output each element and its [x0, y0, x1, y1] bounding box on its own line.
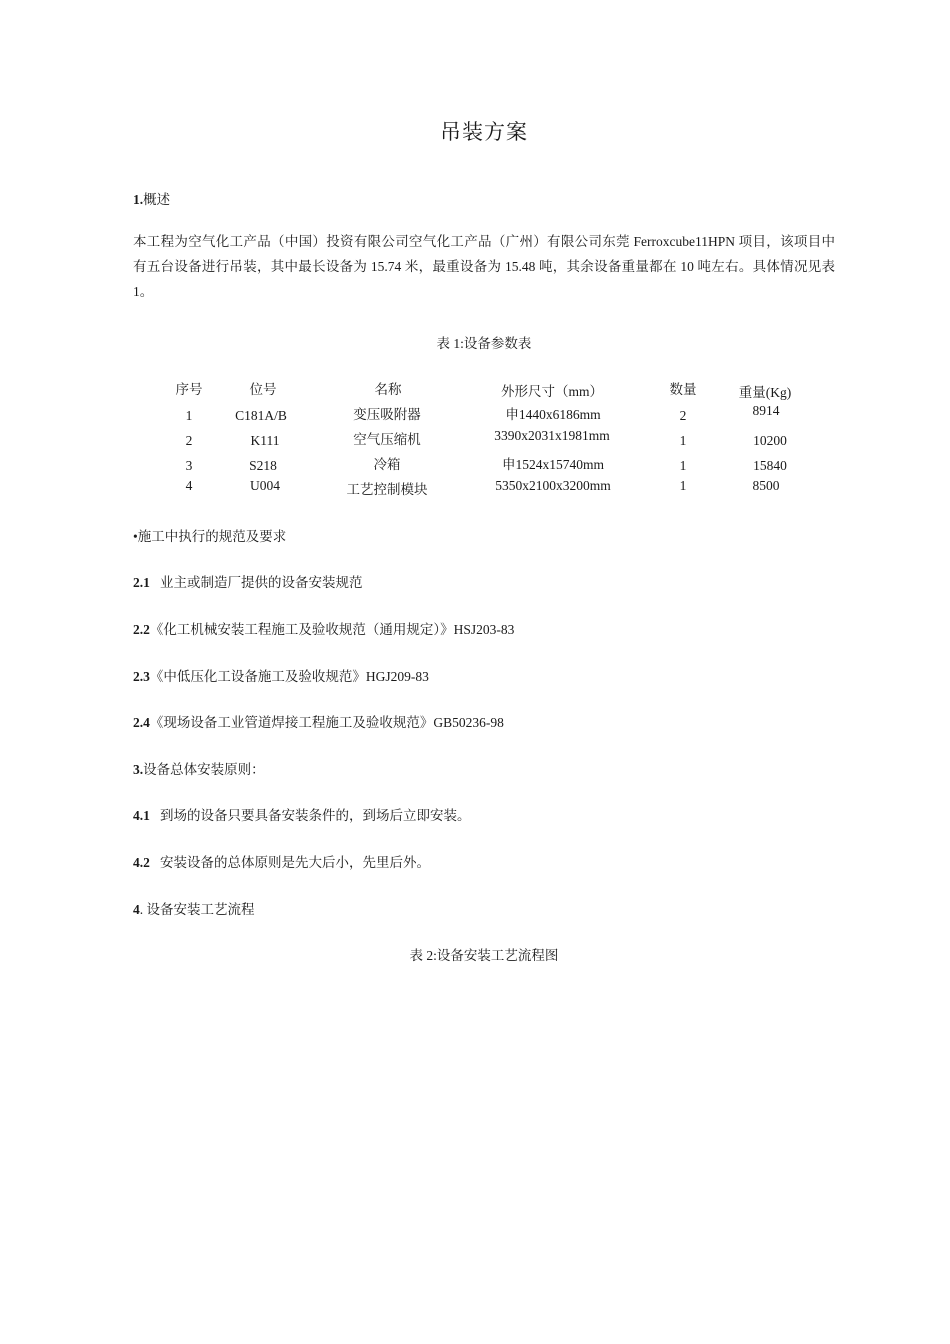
item-number: 2.4 [133, 715, 150, 730]
table-cell: 1 [185, 408, 193, 423]
table-cell: 3390x2031x1981mm [494, 428, 610, 443]
section-number: 1. [133, 192, 144, 207]
table-cell: U004 [250, 478, 280, 493]
table1-caption: 表 1:设备参数表 [436, 336, 532, 351]
section-label: . 设备安装工艺流程 [139, 902, 255, 917]
table-cell: 1 [679, 458, 687, 473]
table-cell: S218 [249, 458, 277, 473]
list-item [133, 711, 504, 731]
table-header: 重量(Kg) [738, 385, 792, 400]
section-label: 概述 [143, 192, 171, 207]
table-cell: 变压吸附器 [353, 407, 421, 422]
item-number: 4.2 [133, 855, 150, 870]
table-cell: 申1524x15740mm [501, 457, 605, 472]
section-heading-standards: •施工中执行的规范及要求 [133, 529, 287, 544]
table-cell: 10200 [753, 433, 787, 448]
list-item [133, 665, 429, 685]
item-text: 安装设备的总体原则是先大后小，先里后外。 [149, 855, 430, 870]
table-cell: 8500 [752, 478, 780, 493]
table-cell: 15840 [753, 458, 787, 473]
item-number: 4.1 [133, 808, 150, 823]
table-cell: 8914 [752, 403, 780, 418]
table-cell: 空气压缩机 [353, 432, 421, 447]
list-item [133, 618, 514, 638]
item-number: 2.2 [133, 622, 150, 637]
list-item [133, 851, 430, 871]
table-cell: 1 [679, 433, 687, 448]
table-header: 数量 [669, 382, 697, 397]
item-text: 《中低压化工设备施工及验收规范》HGJ209-83 [149, 669, 429, 684]
list-item [133, 804, 471, 824]
table-cell: 4 [185, 478, 193, 493]
item-text: 到场的设备只要具备安装条件的，到场后立即安装。 [149, 808, 471, 823]
table-header: 名称 [374, 382, 402, 397]
section-label: 设备总体安装原则： [143, 762, 265, 777]
table-cell: 5350x2100x3200mm [495, 478, 611, 493]
table-cell: K111 [250, 433, 280, 448]
table-header: 位号 [249, 382, 277, 397]
item-number: 2.1 [133, 575, 150, 590]
item-text: 业主或制造厂提供的设备安装规范 [149, 575, 363, 590]
section-heading-principles [133, 758, 265, 778]
table-cell: 3 [185, 458, 193, 473]
table-cell: 2 [185, 433, 193, 448]
table2-caption: 表 2:设备安装工艺流程图 [409, 948, 559, 963]
intro-paragraph: 本工程为空气化工产品（中国）投资有限公司空气化工产品（广州）有限公司东莞 Ferroxcube11HPN 项目，该项目中有五台设备进行吊装，其中最长设备为 15.74 米，最重设备为 15.48 吨，其余设备重量都在 10 吨左右。具体情况见表 1。 [133, 234, 835, 299]
table-cell: 冷箱 [373, 457, 401, 472]
table-cell: 申1440x6186mm [505, 407, 601, 422]
table-cell: 1 [679, 478, 687, 493]
item-text: 《现场设备工业管道焊接工程施工及验收规范》GB50236-98 [149, 715, 504, 730]
table-cell: 工艺控制模块 [346, 482, 428, 497]
page-title: 吊装方案 [440, 120, 528, 144]
item-number: 2.3 [133, 669, 150, 684]
section-number: 3. [133, 762, 144, 777]
table-cell: C181A/B [235, 408, 287, 423]
section-heading-overview [133, 188, 170, 208]
list-item [133, 571, 363, 591]
table-header: 外形尺寸（mm） [500, 384, 604, 399]
item-text: 《化工机械安装工程施工及验收规范（通用规定）》HSJ203-83 [149, 622, 515, 637]
table-cell: 2 [679, 408, 687, 423]
section-number: 4 [133, 902, 140, 917]
section-heading-process [133, 898, 255, 918]
table-header: 序号 [175, 382, 203, 397]
